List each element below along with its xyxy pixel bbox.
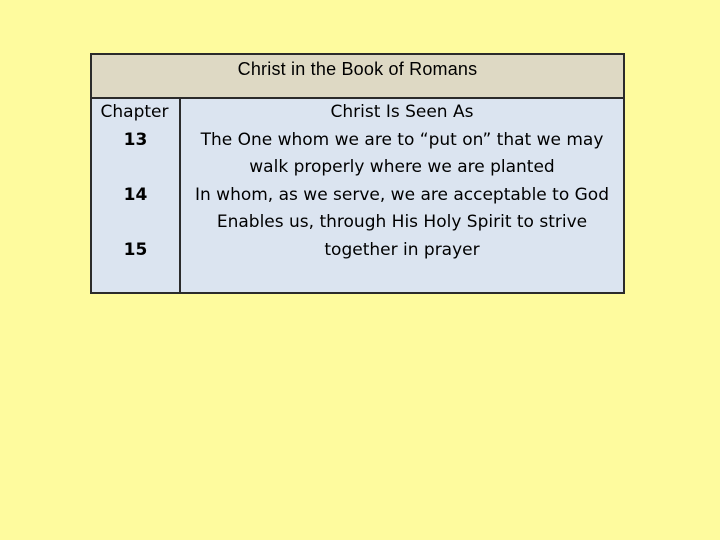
- romans-table: [90, 53, 625, 294]
- description-column-header: Christ Is Seen As: [330, 102, 474, 122]
- description-cell-15: Enables us, through His Holy Spirit to strive together in prayer: [216, 212, 588, 260]
- chapter-column-header: Chapter: [100, 102, 169, 122]
- description-cell-13: The One whom we are to “put on” that we may walk properly where we are planted: [200, 129, 604, 177]
- chapter-cell-14: 14: [123, 184, 148, 205]
- description-column: [181, 99, 623, 292]
- chapter-column: [92, 99, 181, 292]
- chapter-cell-13: 13: [123, 129, 148, 150]
- description-cell-14: In whom, as we serve, we are acceptable to God: [194, 184, 610, 205]
- chapter-cell-15: 15: [123, 239, 148, 260]
- table-title: Christ in the Book of Romans: [92, 55, 623, 99]
- table-body: [92, 99, 623, 292]
